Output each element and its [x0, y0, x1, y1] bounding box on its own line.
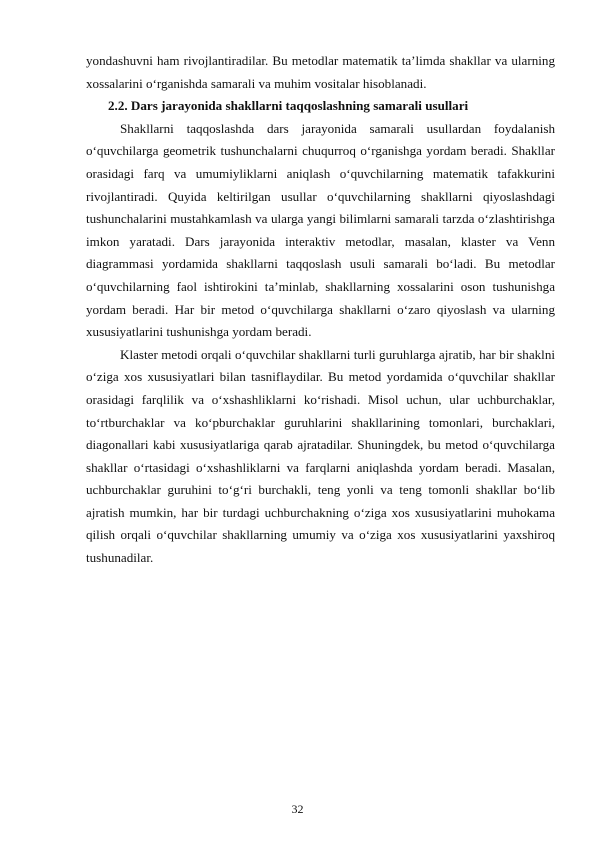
body-paragraph-1: Shakllarni taqqoslashda dars jarayonida samarali usullardan foydalanish o‘quvchilarga geometrik tushunchalarni chuqurroq o‘rganishga yordam beradi. Shakllar orasidagi farq va umumiyliklarni aniqlash o‘quvchilarning matematik tafakkurini rivojlantiradi. Quyida keltirilgan usullar o‘quvchilarning shakllarni qiyoslashdagi tushunchalarini mustahkamlash va ularga yangi bilimlarni samarali tarzda o‘zlashtirishga imkon yaratadi. Dars jarayonida interaktiv metodlar, masalan, klaster va Venn diagrammasi yordamida shakllarni taqqoslash usuli samarali bo‘ladi. Bu metodlar o‘quvchilarning faol ishtirokini ta’minlab, shakllarning xossalarini oson tushunishga yordam beradi. Har bir metod o‘quvchilarga shakllarni o‘zaro qiyoslash va ularning xususiyatlarini tushunishga yordam beradi.: [86, 120, 555, 340]
section-heading: 2.2. Dars jarayonida shakllarni taqqoslashning samarali usullari: [108, 98, 469, 114]
page-number: 32: [291, 802, 304, 816]
body-paragraph-2: Klaster metodi orqali o‘quvchilar shakllarni turli guruhlarga ajratib, har bir shaklni o‘ziga xos xususiyatlari bilan tasniflaydilar. Bu metod yordamida o‘quvchilar shakllar orasidagi farqlilik va o‘xshashliklarni ko‘rishadi. Misol uchun, ular uchburchaklar, to‘rtburchaklar va ko‘pburchaklar guruhlarini shakllarining tomonlari, burchaklari, diagonallari kabi xususiyatlariga qarab ajratadilar. Shuningdek, bu metod o‘quvchilarga shakllar o‘rtasidagi o‘xshashliklarni va farqlarni aniqlashda yordam beradi. Masalan, uchburchaklar guruhini to‘g‘ri burchakli, teng yonli va teng tomonli shakllar bo‘lib ajratish mumkin, har bir turdagi uchburchakning o‘ziga xos xususiyatlarini muhokama qilish orqali o‘quvchilar shakllarning umumiy va o‘ziga xos xususiyatlarini yaxshiroq tushunadilar.: [86, 346, 555, 566]
document-page: [86, 50, 555, 570]
intro-paragraph: yondashuvni ham rivojlantiradilar. Bu metodlar matematik ta’limda shakllar va ularning xossalarini o‘rganishda samarali va muhim vositalar hisoblanadi.: [86, 53, 555, 91]
